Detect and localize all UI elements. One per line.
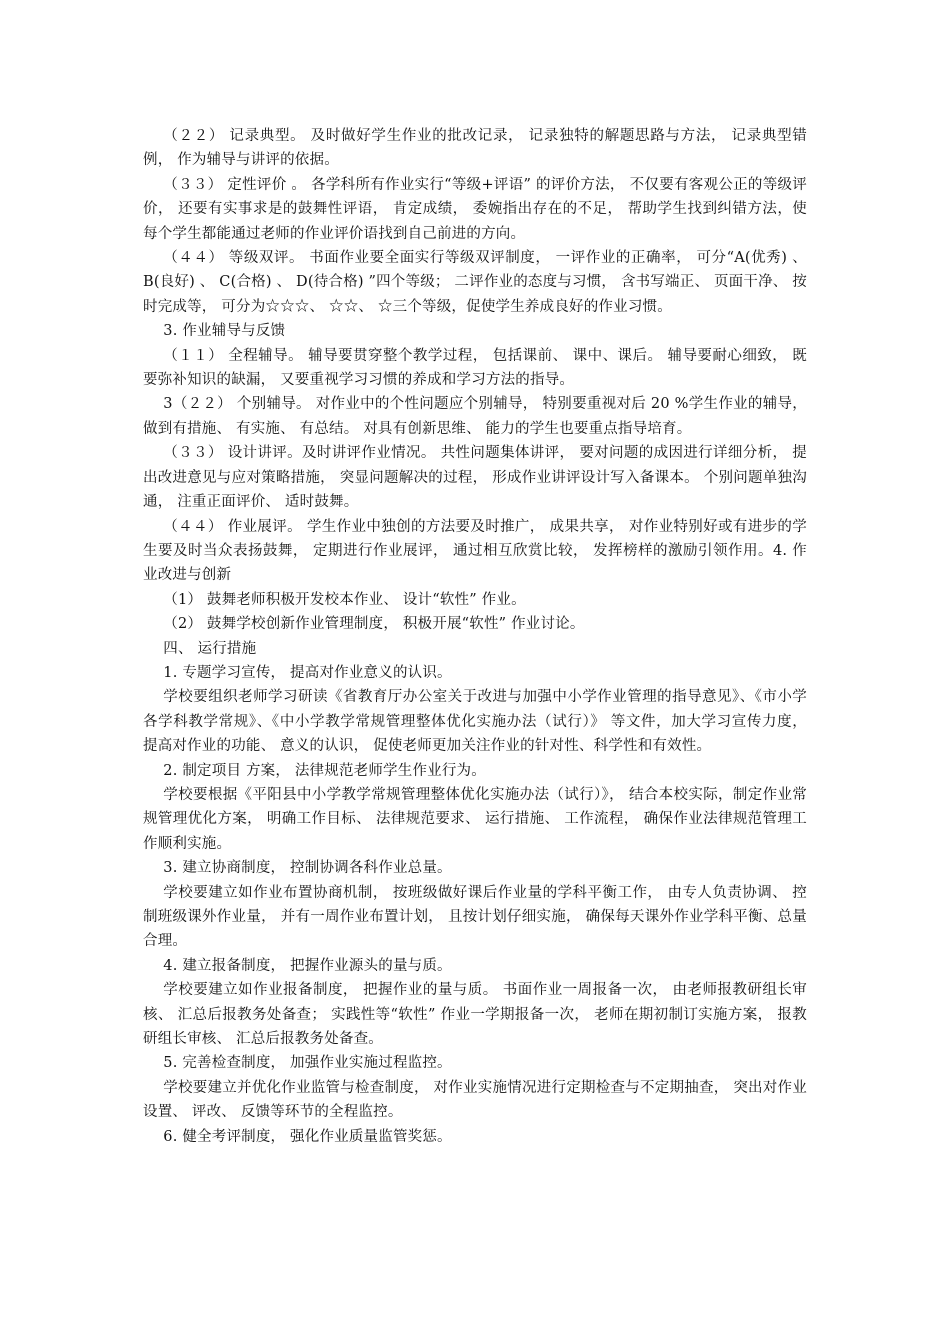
paragraph-management-innovation: （2） 鼓舞学校创新作业管理制度， 积极开展“软性” 作业讨论。 (163, 616, 585, 633)
paragraph-qualitative-evaluation: （３３） 定性评价 。 各学科所有作业实行“等级+评语” 的评价方法， 不仅要有客观公正的等级评价， 还要有实事求是的鼓舞性评语， 肯定成绩， 委婉指出存在的不足， 帮助学生找到纠错方法，使每个学生都能通过老师的作业评价语找到自己前进的方向。 (143, 176, 807, 242)
paragraph-school-based-homework: （1） 鼓舞老师积极开发校本作业、 设计“软性” 作业。 (163, 591, 526, 608)
paragraph-full-tutoring: （１１） 全程辅导。 辅导要贯穿整个教学过程， 包括课前、 课中、课后。 辅导要耐心细致， 既要弥补知识的缺漏， 又要重视学习习惯的养成和学习方法的指导。 (143, 347, 807, 389)
section-heading-tutoring-feedback: 3. 作业辅导与反馈 (163, 323, 286, 340)
paragraph-individual-tutoring: 3（２２） 个别辅导。 对作业中的个性问题应个别辅导， 特别要重视对后 20 %学生作业的辅导， 做到有措施、 有实施、 有总结。 对具有创新思维、 能力的学生也要重点指导培育。 (143, 396, 807, 437)
subheading-assessment-system: 6. 健全考评制度， 强化作业质量监管奖惩。 (163, 1128, 452, 1145)
paragraph-record-typical: （２２） 记录典型。 及时做好学生作业的批改记录， 记录独特的解题思路与方法， 记录典型错例， 作为辅导与讲评的依据。 (143, 128, 807, 169)
paragraph-filing-system: 学校要建立如作业报备制度， 把握作业的量与质。 书面作业一周报备一次， 由老师报教研组长审核、 汇总后报教务处备查； 实践性等“软性” 作业一学期报备一次， 老师在期初制订实施方案， 报教研组长审核、 汇总后报教务处备查。 (143, 982, 807, 1048)
paragraph-design-review: （３３） 设计讲评。及时讲评作业情况。 共性问题集体讲评， 要对问题的成因进行详细分析， 提出改进意见与应对策略措施， 突显问题解决的过程， 形成作业讲评设计写入备课本。 个别问题单独沟通， 注重正面评价、 适时鼓舞。 (143, 445, 807, 511)
subheading-inspection-system: 5. 完善检查制度， 加强作业实施过程监控。 (163, 1055, 452, 1072)
document-body (143, 124, 807, 1149)
paragraph-double-grading: （４４） 等级双评。 书面作业要全面实行等级双评制度， 一评作业的正确率， 可分“A(优秀) 、 B(良好) 、 C(合格) 、 D(待合格) ”四个等级； 二评作业的态度与习惯， 含书写端正、 页面干净、 按时完成等， 可分为☆☆☆、 ☆☆、 ☆三个等级，促使学生养成良好的作业习惯。 (143, 250, 807, 315)
paragraph-inspection-system: 学校要建立并优化作业监管与检查制度， 对作业实施情况进行定期检查与不定期抽查， 突出对作业设置、 评改、 反馈等环节的全程监控。 (143, 1079, 807, 1121)
section-heading-operation-measures: 四、 运行措施 (163, 640, 257, 657)
subheading-filing-system: 4. 建立报备制度， 把握作业源头的量与质。 (163, 957, 452, 974)
subheading-project-plan: 2. 制定项目 方案， 法律规范老师学生作业行为。 (163, 762, 486, 779)
paragraph-study-publicity: 学校要组织老师学习研读《省教育厅办公室关于改进与加强中小学作业管理的指导意见》、《市小学各学科教学常规》、《中小学教学常规管理整体优化实施办法（试行）》 等文件，加大学习宣传力度， 提高对作业的功能、 意义的认识， 促使老师更加关注作业的针对性、科学性和有效性。 (143, 689, 807, 755)
subheading-consultation-system: 3. 建立协商制度， 控制协调各科作业总量。 (163, 860, 452, 877)
paragraph-project-plan: 学校要根据《平阳县中小学教学常规管理整体优化实施办法（试行）》， 结合本校实际，制定作业常规管理优化方案， 明确工作目标、 法律规范要求、 运行措施、 工作流程， 确保作业法律规范管理工作顺利实施。 (143, 786, 807, 852)
subheading-study-publicity: 1. 专题学习宣传， 提高对作业意义的认识。 (163, 664, 452, 681)
paragraph-consultation-system: 学校要建立如作业布置协商机制， 按班级做好课后作业量的学科平衡工作， 由专人负责协调、 控制班级课外作业量， 并有一周作业布置计划， 且按计划仔细实施， 确保每天课外作业学科平衡、总量合理。 (143, 884, 807, 950)
paragraph-work-exhibition: （４４） 作业展评。 学生作业中独创的方法要及时推广， 成果共享， 对作业特别好或有进步的学生要及时当众表扬鼓舞， 定期进行作业展评， 通过相互欣赏比较， 发挥榜样的激励引领作用。4. 作业改进与创新 (143, 518, 807, 584)
